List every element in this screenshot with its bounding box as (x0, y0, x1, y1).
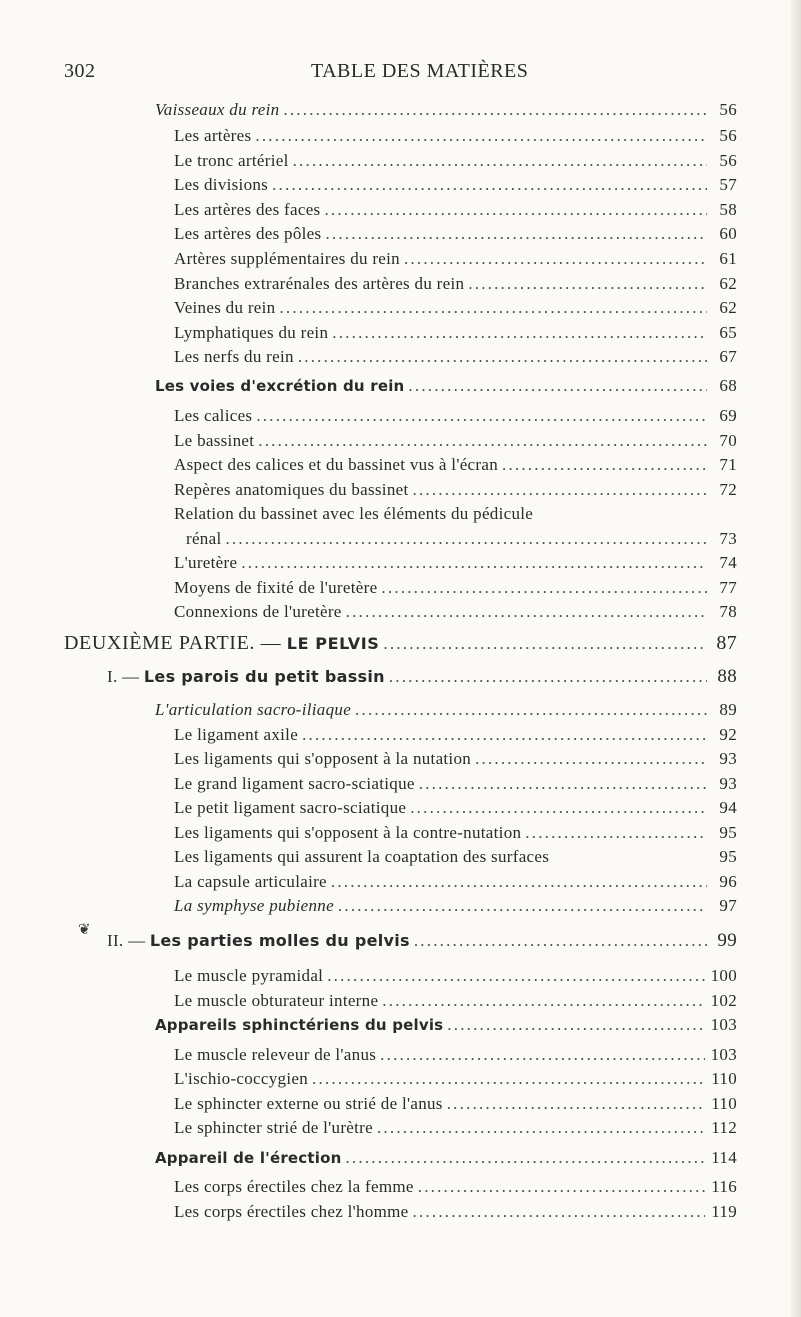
toc-entry-title: L'uretère (174, 553, 238, 572)
toc-entry-title: La capsule articulaire (174, 872, 327, 891)
toc-entry-page: 95 (719, 823, 737, 842)
toc-entry-title: Le sphincter externe ou strié de l'anus (174, 1094, 443, 1113)
toc-entry-page: 95 (719, 847, 737, 866)
toc-entry-page: 72 (719, 480, 737, 499)
toc-entry-vaisseaux-du-rein (155, 100, 737, 122)
toc-entry-page: 97 (719, 896, 737, 915)
toc-entry (174, 602, 737, 624)
toc-entry-page: 74 (719, 553, 737, 572)
toc-entry (174, 175, 737, 197)
toc-entry (174, 1202, 737, 1224)
toc-entry-page: 116 (711, 1177, 737, 1196)
toc-entry (174, 274, 737, 296)
toc-entry-title: Les ligaments qui s'opposent à la nutation (174, 749, 472, 768)
toc-entry-title: Les artères des pôles (174, 224, 322, 243)
toc-entry-page: 96 (719, 872, 737, 891)
toc-entry-page: 67 (719, 347, 737, 366)
toc-entry-page: 87 (716, 632, 737, 654)
toc-entry-title: Appareils sphinctériens du pelvis (155, 1016, 444, 1034)
toc-section-ii (107, 930, 737, 952)
toc-entry-title: Le muscle releveur de l'anus (174, 1045, 377, 1064)
section-numeral: II. — (107, 931, 150, 950)
toc-entry (174, 224, 737, 246)
toc-entry-page: 92 (719, 725, 737, 744)
toc-entry-page: 56 (719, 151, 737, 170)
toc-entry-page: 119 (711, 1202, 737, 1221)
toc-entry-page: 114 (711, 1148, 737, 1167)
section-title: Les parties molles du pelvis (149, 931, 410, 950)
toc-entry-page: 56 (719, 100, 737, 119)
toc-entry (174, 966, 737, 988)
toc-entry (174, 553, 737, 575)
toc-entry-title: Moyens de fixité de l'uretère (174, 578, 378, 597)
toc-entry-title: Repères anatomiques du bassinet (174, 480, 409, 499)
toc-entry (174, 872, 737, 894)
toc-entry-page: 94 (719, 798, 737, 817)
toc-entry (174, 249, 737, 271)
toc-entry (174, 431, 737, 453)
toc-entry-title: rénal (186, 529, 222, 548)
toc-entry-page: 58 (719, 200, 737, 219)
toc-entry-page: 60 (719, 224, 737, 243)
section-numeral: I. — (107, 667, 144, 686)
toc-part-title (64, 632, 379, 655)
toc-entry-title: Les corps érectiles chez l'homme (174, 1202, 409, 1221)
toc-entry-title: Les ligaments qui assurent la coaptation des surfaces (174, 847, 550, 866)
toc-entry-coaptation (174, 847, 737, 869)
part-title: LE PELVIS (286, 634, 380, 653)
page-edge-shadow (791, 0, 801, 1317)
toc-entry-page: 103 (710, 1045, 737, 1064)
toc-entry-title: Les nerfs du rein (174, 347, 294, 366)
toc-entry-page: 112 (711, 1118, 737, 1137)
toc-entry-title: Aspect des calices et du bassinet vus à l'écran (174, 455, 498, 474)
toc-entry-title: Les corps érectiles chez la femme (174, 1177, 414, 1196)
toc-entry-page: 88 (717, 666, 737, 687)
toc-entry-relation-line1: Relation du bassinet avec les éléments du pédicule (174, 504, 534, 523)
toc-entry-page: 57 (719, 175, 737, 194)
toc-part-deuxieme-partie (64, 632, 737, 654)
toc-entry (174, 406, 737, 428)
toc-heading-appareil-erection (155, 1148, 737, 1170)
toc-entry (174, 991, 737, 1013)
toc-entry-page: 77 (719, 578, 737, 597)
toc-entry (174, 298, 737, 320)
toc-entry (174, 151, 737, 173)
toc-entry-title: Lymphatiques du rein (174, 323, 329, 342)
toc-entry-page: 56 (719, 126, 737, 145)
toc-entry-title: Les voies d'excrétion du rein (155, 377, 405, 395)
toc-entry-title: Les calices (174, 406, 253, 425)
running-title: TABLE DES MATIÈRES (311, 60, 529, 82)
toc-entry-page: 78 (719, 602, 737, 621)
toc-entry (174, 1045, 737, 1067)
toc-entry-title: Le muscle obturateur interne (174, 991, 379, 1010)
toc-entry-title: Veines du rein (174, 298, 276, 317)
toc-entry (174, 1069, 737, 1091)
toc-entry-title: Le grand ligament sacro-sciatique (174, 774, 415, 793)
toc-heading-appareils-sphincteriens (155, 1015, 737, 1037)
toc-entry-page: 93 (719, 749, 737, 768)
toc-entry (174, 578, 737, 600)
toc-entry-page: 73 (719, 529, 737, 548)
toc-entry (174, 725, 737, 747)
toc-entry-page: 68 (719, 376, 737, 395)
toc-entry-title: Le sphincter strié de l'urètre (174, 1118, 373, 1137)
toc-entry (174, 1177, 737, 1199)
toc-entry-title: Connexions de l'uretère (174, 602, 342, 621)
toc-entry-title: Les artères des faces (174, 200, 321, 219)
section-title: Les parois du petit bassin (143, 667, 385, 686)
toc-entry-page: 103 (710, 1015, 737, 1034)
toc-entry-page: 61 (719, 249, 737, 268)
toc-entry-title: Vaisseaux du rein (155, 100, 280, 119)
toc-entry-page: 110 (711, 1094, 737, 1113)
toc-entry-title: Les ligaments qui s'opposent à la contre-nutation (174, 823, 522, 842)
toc-entry-page: 71 (719, 455, 737, 474)
toc-entry-title: Appareil de l'érection (155, 1149, 342, 1167)
toc-entry-title: La symphyse pubienne (174, 896, 334, 915)
toc-heading-voies-excretion (155, 376, 737, 398)
toc-entry (174, 1094, 737, 1116)
marginal-mark-icon: ❦ (78, 922, 91, 938)
toc-entry-title: L'ischio-coccygien (174, 1069, 309, 1088)
toc-section-i (107, 666, 737, 688)
toc-entry (174, 323, 737, 345)
toc-entry-title: Le bassinet (174, 431, 255, 450)
page-number: 302 (64, 60, 96, 82)
toc-entry-title: Artères supplémentaires du rein (174, 249, 400, 268)
toc-entry-page: 70 (719, 431, 737, 450)
toc-entry (174, 774, 737, 796)
toc-entry-page: 89 (719, 700, 737, 719)
toc-entry-articulation (155, 700, 737, 722)
toc-entry-title: Le tronc artériel (174, 151, 289, 170)
toc-entry-page: 62 (719, 274, 737, 293)
toc-entry-title: Les divisions (174, 175, 269, 194)
toc-entry-title: Le petit ligament sacro-sciatique (174, 798, 407, 817)
toc-entry (174, 480, 737, 502)
toc-entry-title: Branches extrarénales des artères du rein (174, 274, 465, 293)
toc-section-title (107, 931, 410, 951)
toc-entry-page: 110 (711, 1069, 737, 1088)
toc-entry-page: 100 (710, 966, 737, 985)
toc-entry-page: 102 (710, 991, 737, 1010)
toc-entry-title: Le ligament axile (174, 725, 299, 744)
toc-entry-relation-line2 (186, 529, 737, 551)
toc-entry (174, 1118, 737, 1140)
toc-entry-page: 65 (719, 323, 737, 342)
toc-entry (174, 749, 737, 771)
toc-entry-page: 99 (717, 930, 737, 951)
toc-entry-page: 69 (719, 406, 737, 425)
toc-entry-title: L'articulation sacro-iliaque (155, 700, 352, 719)
toc-entry-page: 62 (719, 298, 737, 317)
toc-entry (174, 798, 737, 820)
toc-section-title (107, 667, 385, 687)
toc-entry-page: 93 (719, 774, 737, 793)
toc-entry (174, 200, 737, 222)
toc-entry-symphyse (174, 896, 737, 918)
part-prefix: DEUXIÈME PARTIE. — (64, 632, 287, 654)
toc-entry (174, 347, 737, 369)
toc-entry-title: Le muscle pyramidal (174, 966, 324, 985)
running-header (0, 58, 801, 88)
toc-entry (174, 126, 737, 148)
toc-entry (174, 823, 737, 845)
toc-entry-title: Les artères (174, 126, 252, 145)
toc-entry (174, 455, 737, 477)
